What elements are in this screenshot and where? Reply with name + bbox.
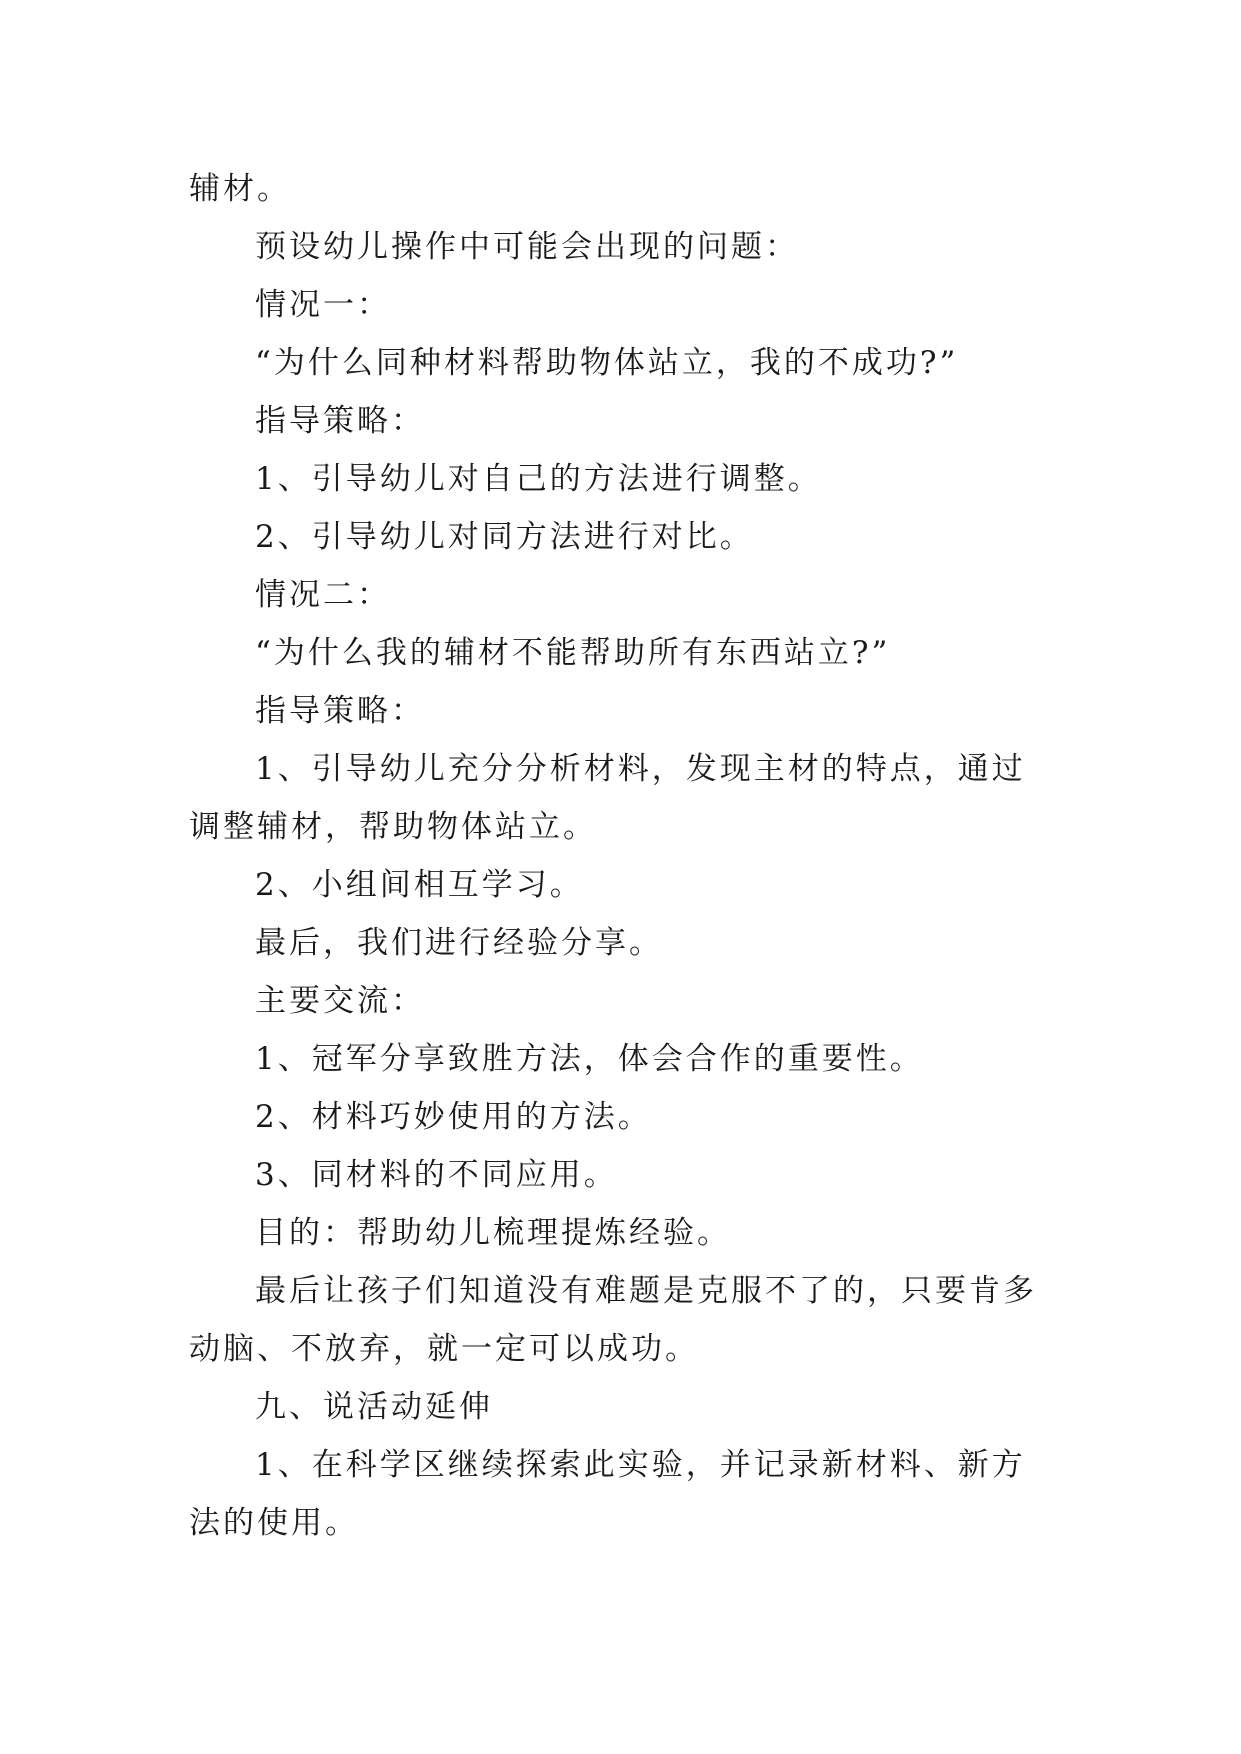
paragraph-case-two-question: “为什么我的辅材不能帮助所有东西站立?” [255, 635, 891, 671]
paragraph-strategy-2-item-2: 2、小组间相互学习。 [255, 867, 584, 903]
paragraph-case-one-heading: 情况一： [255, 287, 391, 323]
document-body [189, 160, 1055, 1552]
paragraph-problems-intro: 预设幼儿操作中可能会出现的问题： [255, 229, 799, 265]
paragraph-strategy-2-item-1: 1、引导幼儿充分分析材料，发现主材的特点，通过调整辅材，帮助物体站立。 [189, 751, 1026, 845]
paragraph-main-exchange-heading: 主要交流： [255, 983, 425, 1019]
section-heading-extension: 九、说活动延伸 [255, 1389, 493, 1425]
paragraph-exchange-item-1: 1、冠军分享致胜方法，体会合作的重要性。 [255, 1041, 924, 1077]
paragraph-conclusion: 最后让孩子们知道没有难题是克服不了的，只要肯多动脑、不放弃，就一定可以成功。 [189, 1273, 1037, 1367]
paragraph-case-two-heading: 情况二： [255, 577, 391, 613]
paragraph-strategy-1-item-2: 2、引导幼儿对同方法进行对比。 [255, 519, 754, 555]
paragraph-extension-item-1: 1、在科学区继续探索此实验，并记录新材料、新方法的使用。 [189, 1447, 1026, 1541]
paragraph-experience-share: 最后，我们进行经验分享。 [255, 925, 663, 961]
paragraph-exchange-item-3: 3、同材料的不同应用。 [255, 1157, 618, 1193]
paragraph-continuation: 辅材。 [189, 171, 291, 207]
paragraph-strategy-heading-2: 指导策略： [255, 693, 425, 729]
paragraph-purpose: 目的：帮助幼儿梳理提炼经验。 [255, 1215, 731, 1251]
paragraph-strategy-heading-1: 指导策略： [255, 403, 425, 439]
paragraph-case-one-question: “为什么同种材料帮助物体站立，我的不成功?” [255, 345, 959, 381]
paragraph-strategy-1-item-1: 1、引导幼儿对自己的方法进行调整。 [255, 461, 822, 497]
paragraph-exchange-item-2: 2、材料巧妙使用的方法。 [255, 1099, 652, 1135]
